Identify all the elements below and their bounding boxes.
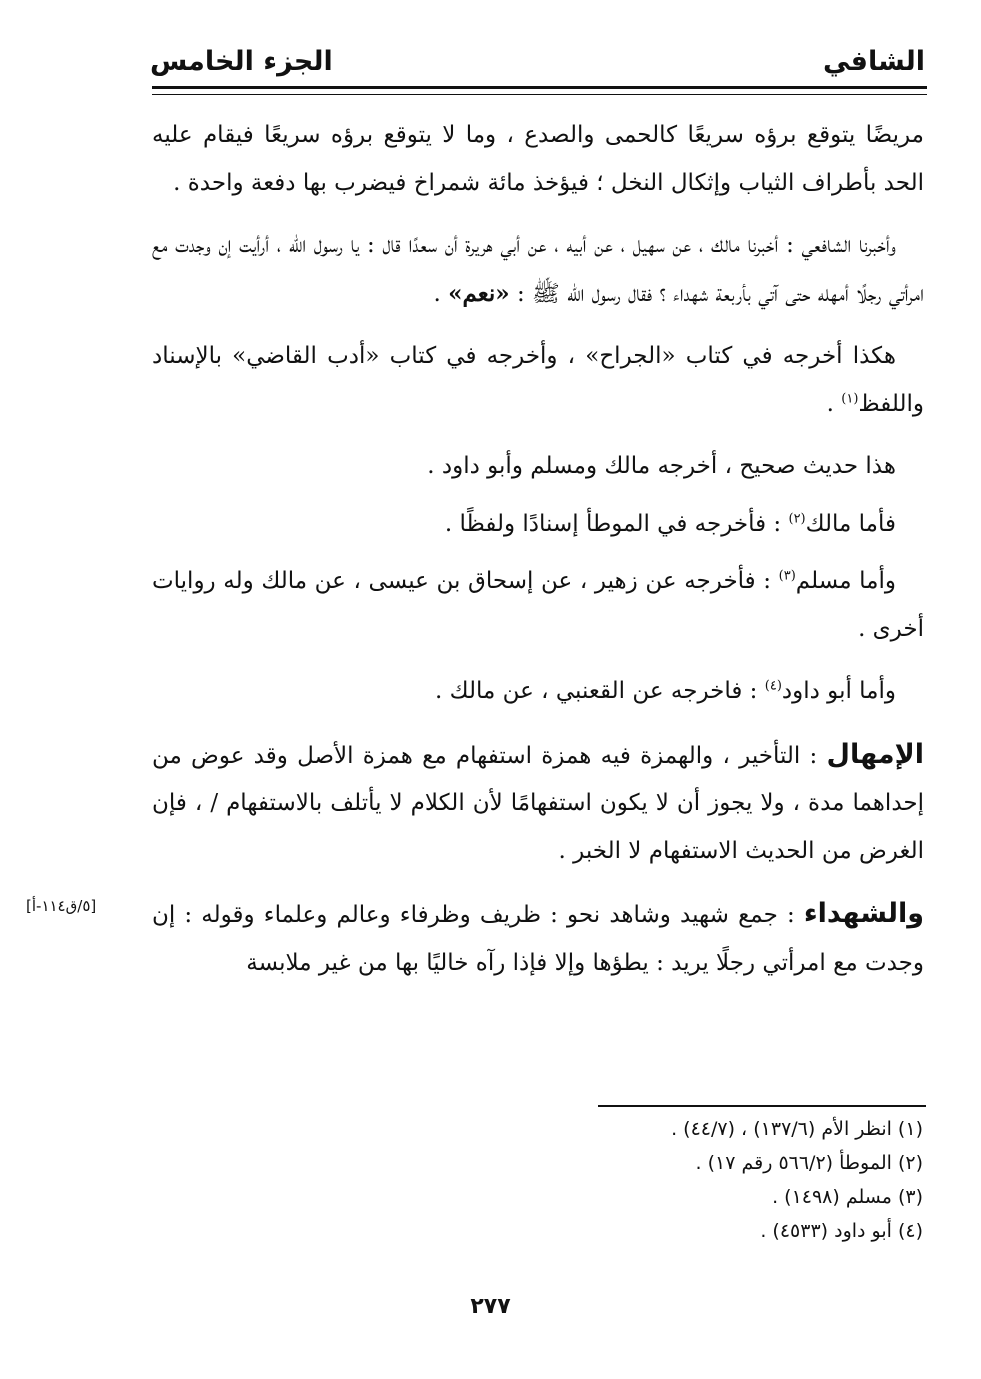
footnote-rule — [598, 1105, 926, 1107]
header-rule-thin — [152, 94, 927, 95]
paragraph — [152, 222, 924, 318]
paragraph-text: وأما مسلم — [795, 568, 896, 594]
footnote-ref: (٣) — [778, 568, 796, 584]
page-header — [150, 38, 925, 82]
paragraph-text: مريضًا يتوقع برؤه سريعًا كالحمى والصدع ، وما لا يتوقع برؤه سريعًا فيقام عليه الحد بأطراف الثياب وإثكال النخل ؛ فيؤخذ مائة شمراخ فيضرب بها دفعة واحدة . — [152, 122, 924, 196]
paragraph-text: : فاخرجه عن القعنبي ، عن مالك . — [434, 678, 758, 704]
footnote-ref: (١) — [841, 390, 859, 406]
paragraph-end: . — [826, 390, 834, 417]
footnote: (١) انظر الأم (١٣٧/٦) ، (٤٤/٧) . — [671, 1118, 923, 1140]
paragraph-text: هكذا أخرجه في كتاب «الجراح» ، وأخرجه في كتاب «أدب القاضي» بالإسناد واللفظ — [152, 343, 924, 417]
paragraph-text: : فأخرجه في الموطأ إسنادًا ولفظًا . — [444, 510, 782, 537]
paragraph-text: هذا حديث صحيح ، أخرجه مالك ومسلم وأبو داود . — [427, 453, 896, 479]
volume-title: الجزء الخامس — [150, 46, 333, 77]
footnote: (٣) مسلم (١٤٩٨) . — [772, 1186, 923, 1208]
paragraph — [152, 731, 924, 876]
paragraph — [152, 668, 924, 716]
manuscript-margin-note: [٥/ق١١٤-أ] — [26, 897, 97, 915]
paragraph-text: : فأخرجه عن زهير ، عن إسحاق بن عيسى ، عن مالك وله روايات أخرى . — [152, 568, 924, 642]
paragraph — [152, 558, 924, 653]
paragraph-end: . — [433, 280, 441, 307]
paragraph — [152, 112, 924, 207]
footnote: (٢) الموطأ (٥٦٦/٢ رقم ١٧) . — [695, 1152, 923, 1174]
paragraph — [152, 501, 924, 549]
paragraph-text: وأخبرنا الشافعي : أخبرنا مالك ، عن سهيل ، عن أبيه ، عن أبي هريرة أن سعدًا قال : يا رسول الله ، أرأيت إن وجدت مع امرأتي رجلًا أمهله حتى آتي بأربعة شهداء ؟ فقال رسول الله ﷺ : — [152, 232, 924, 307]
footnotes — [503, 1112, 923, 1248]
glossary-term: والشهداء — [803, 898, 924, 929]
paragraph — [152, 333, 924, 428]
paragraph-text: فأما مالك — [805, 510, 896, 537]
footnote: (٤) أبو داود (٤٥٣٣) . — [760, 1220, 923, 1242]
page-number: ٢٧٧ — [470, 1294, 511, 1319]
paragraph-text: وأما أبو داود — [781, 678, 896, 704]
glossary-term: الإمهال — [826, 738, 924, 770]
paragraph-text: : التأخير ، والهمزة فيه همزة استفهام مع همزة الأصل وقد عوض من إحداهما مدة ، ولا يجوز أن لا يكون استفهامًا لأن الكلام لا يأتلف بالاستفهام / ، فإن الغرض من الحديث الاستفهام لا الخبر . — [152, 742, 924, 864]
quoted-answer: «نعم» — [448, 279, 510, 307]
paragraph — [152, 890, 924, 987]
header-rule-thick — [152, 86, 927, 89]
footnote-ref: (٤) — [764, 678, 782, 694]
footnote-ref: (٢) — [788, 510, 806, 526]
paragraph-text: : جمع شهيد وشاهد نحو : ظريف وظرفاء وعالم وعلماء وقوله : إن وجدت مع امرأتي رجلًا يريد : يطؤها وإلا فإذا رآه خاليًا بها من غير ملابسة — [152, 902, 924, 976]
main-text — [152, 112, 924, 1002]
paragraph — [152, 443, 924, 491]
book-title: الشافي — [822, 46, 925, 77]
